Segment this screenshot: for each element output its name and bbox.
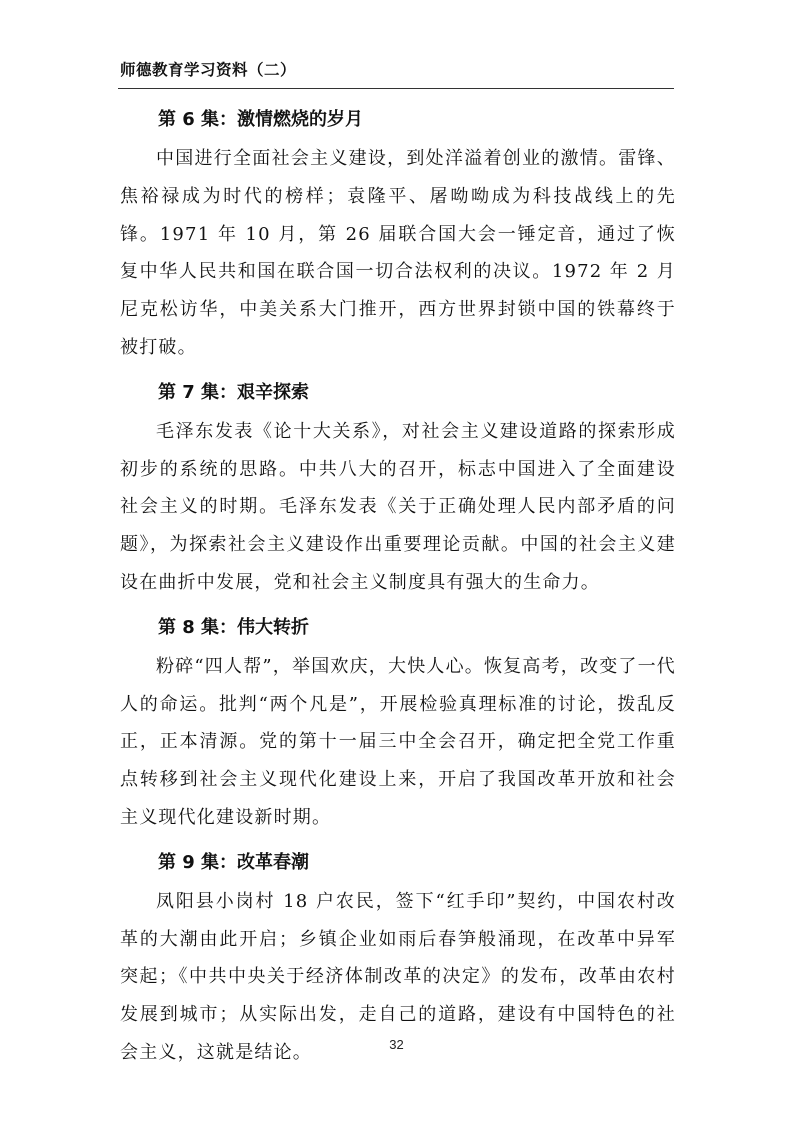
section-title: 第 8 集：伟大转折 xyxy=(158,616,310,638)
section-episode-7 xyxy=(120,373,676,602)
section-paragraph: 中国进行全面社会主义建设，到处洋溢着创业的激情。雷锋、焦裕禄成为时代的榜样；袁隆平、屠呦呦成为科技战线上的先锋。1971 年 10 月，第 26 届联合国大会一锤定音，通过了恢复中华人民共和国在联合国一切合法权利的决议。1972 年 2 月尼克松访华，中美关系大门推开，西方世界封锁中国的铁幕终于被打破。 xyxy=(120,148,676,358)
page-number: 32 xyxy=(389,1037,404,1052)
header-rule xyxy=(118,88,674,89)
section-episode-8 xyxy=(120,608,676,837)
section-title: 第 6 集：激情燃烧的岁月 xyxy=(158,109,364,130)
document-header-title: 师德教育学习资料（二） xyxy=(120,61,297,79)
section-episode-6 xyxy=(120,100,676,367)
section-title: 第 9 集：改革春潮 xyxy=(158,851,310,873)
section-title: 第 7 集：艰辛探索 xyxy=(158,381,310,403)
section-paragraph: 粉碎“四人帮”，举国欢庆，大快人心。恢复高考，改变了一代人的命运。批判“两个凡是”，开展检验真理标准的讨论，拨乱反正，正本清源。党的第十一届三中全会召开，确定把全党工作重点转移到社会主义现代化建设上来，开启了我国改革开放和社会主义现代化建设新时期。 xyxy=(120,655,677,828)
document-body xyxy=(120,100,676,1078)
section-paragraph: 毛泽东发表《论十大关系》，对社会主义建设道路的探索形成初步的系统的思路。中共八大的召开，标志中国进入了全面建设社会主义的时期。毛泽东发表《关于正确处理人民内部矛盾的问题》，为探索社会主义建设作出重要理论贡献。中国的社会主义建设在曲折中发展，党和社会主义制度具有强大的生命力。 xyxy=(120,420,676,593)
section-paragraph: 凤阳县小岗村 18 户农民，签下“红手印”契约，中国农村改革的大潮由此开启；乡镇企业如雨后春笋般涌现，在改革中异军突起；《中共中央关于经济体制改革的决定》的发布，改革由农村发展到城市；从实际出发，走自己的道路，建设有中国特色的社会主义，这就是结论。 xyxy=(120,890,676,1063)
